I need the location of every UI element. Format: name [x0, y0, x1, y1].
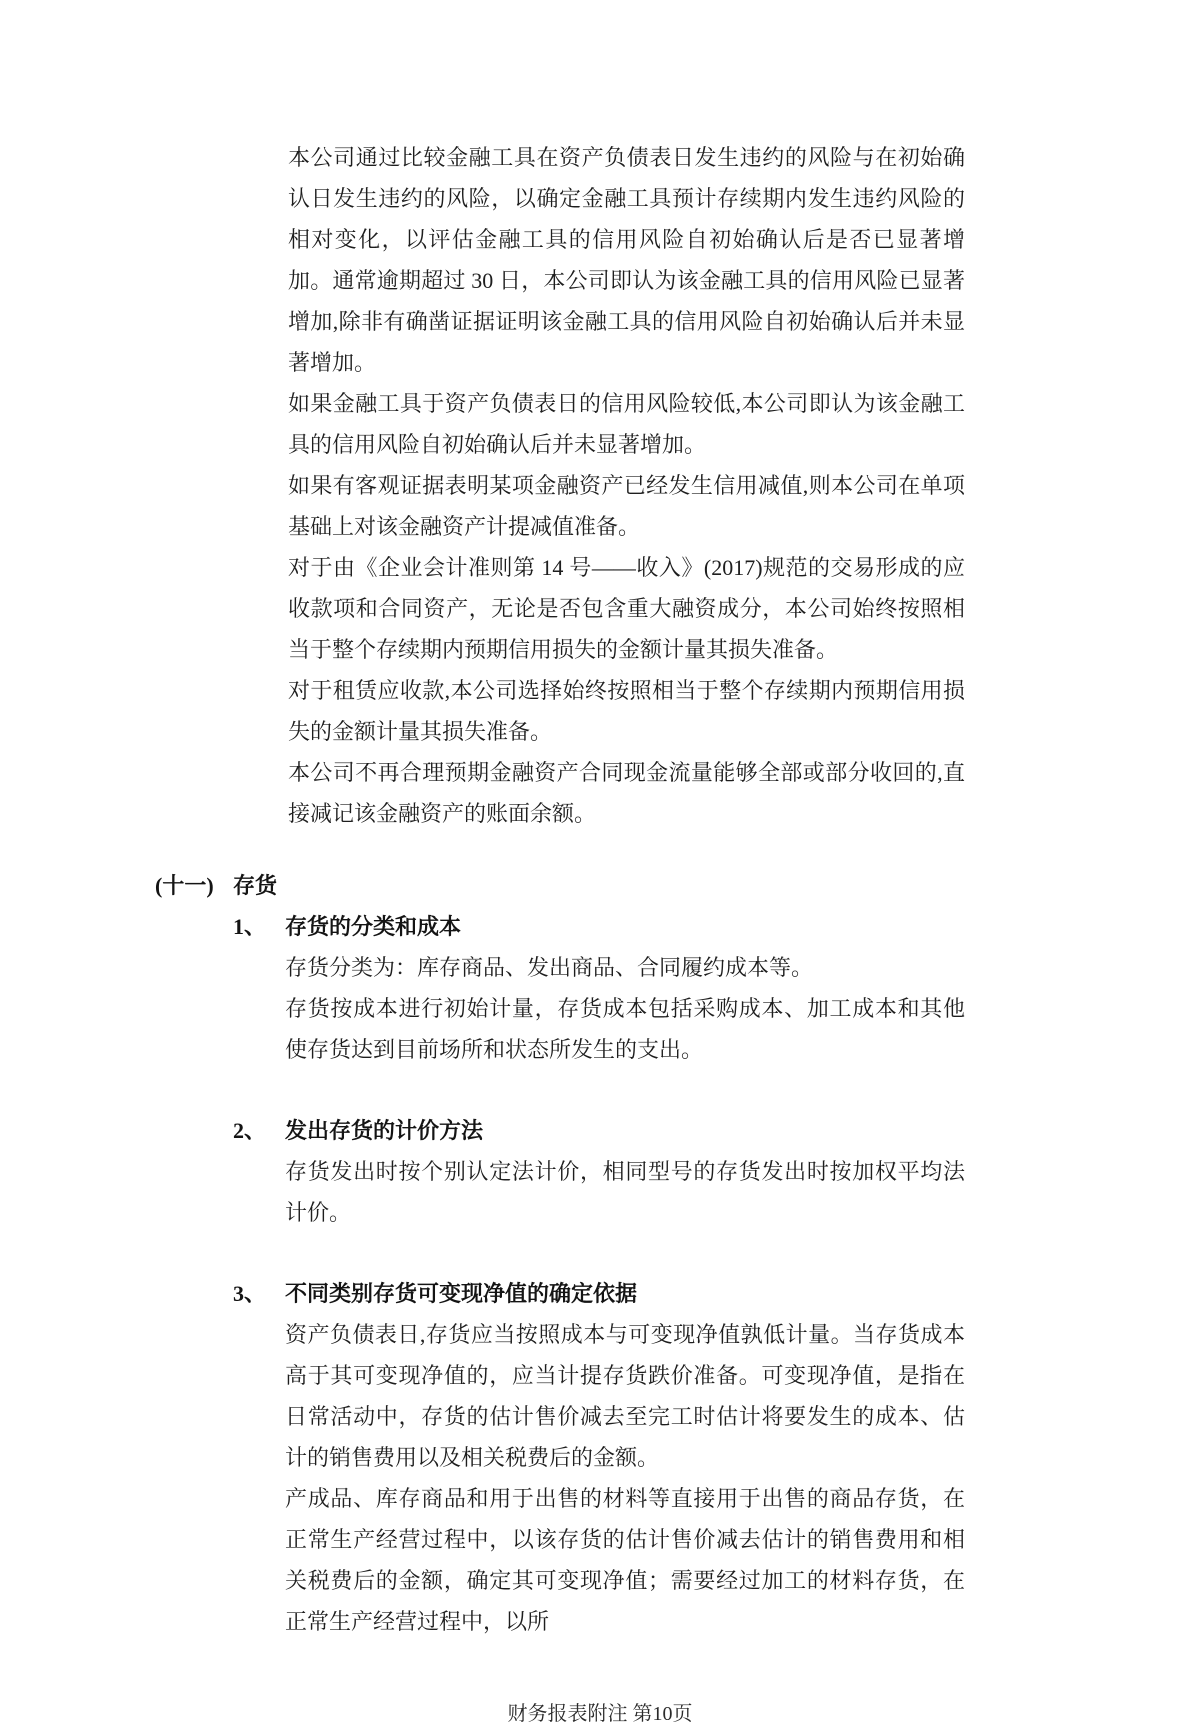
paragraph-lease-receivables: 对于租赁应收款,本公司选择始终按照相当于整个存续期内预期信用损失的金额计量其损失准备。 — [288, 678, 965, 744]
subsection-number: 1、 — [233, 914, 267, 939]
section-number: (十一) — [155, 873, 214, 898]
section-title: 存货 — [233, 873, 278, 898]
page-footer: 财务报表附注 第10页 — [507, 1703, 693, 1725]
intro-paragraphs — [288, 137, 965, 834]
paragraph-writeoff: 本公司不再合理预期金融资产合同现金流量能够全部或部分收回的,直接减记该金融资产的账面余额。 — [288, 760, 965, 826]
subsection-body — [285, 947, 965, 1070]
subsection-net-realizable-value — [0, 1273, 1200, 1642]
paragraph-inventory-cost: 存货按成本进行初始计量，存货成本包括采购成本、加工成本和其他使存货达到目前场所和状态所发生的支出。 — [285, 996, 965, 1062]
subsection-title: 发出存货的计价方法 — [285, 1118, 484, 1143]
paragraph-issuing-method: 存货发出时按个别认定法计价，相同型号的存货发出时按加权平均法计价。 — [285, 1159, 965, 1225]
subsection-body — [285, 1314, 965, 1642]
subsection-body — [285, 1151, 965, 1233]
paragraph-nrv-measurement: 资产负债表日,存货应当按照成本与可变现净值孰低计量。当存货成本高于其可变现净值的，应当计提存货跌价准备。可变现净值，是指在日常活动中，存货的估计售价减去至完工时估计将要发生的成本、估计的销售费用以及相关税费后的金额。 — [285, 1322, 965, 1470]
subsection-title: 不同类别存货可变现净值的确定依据 — [285, 1281, 638, 1306]
subsection-issuing-valuation — [0, 1110, 1200, 1233]
paragraph-revenue-standard: 对于由《企业会计准则第 14 号——收入》(2017)规范的交易形成的应收款项和合同资产，无论是否包含重大融资成分，本公司始终按照相当于整个存续期内预期信用损失的金额计量其损失准备。 — [288, 555, 965, 662]
subsection-heading — [233, 906, 1200, 947]
paragraph-inventory-categories: 存货分类为：库存商品、发出商品、合同履约成本等。 — [285, 955, 814, 980]
subsection-number: 3、 — [233, 1281, 267, 1306]
subsection-inventory-classification — [0, 906, 1200, 1070]
section-heading-inventory — [155, 865, 1200, 906]
subsection-heading — [233, 1110, 1200, 1151]
subsection-heading — [233, 1273, 1200, 1314]
subsection-title: 存货的分类和成本 — [285, 914, 462, 939]
paragraph-nrv-determination: 产成品、库存商品和用于出售的材料等直接用于出售的商品存货，在正常生产经营过程中，以该存货的估计售价减去估计的销售费用和相关税费后的金额，确定其可变现净值；需要经过加工的材料存货，在正常生产经营过程中，以所 — [285, 1486, 965, 1634]
paragraph-objective-evidence: 如果有客观证据表明某项金融资产已经发生信用减值,则本公司在单项基础上对该金融资产计提减值准备。 — [288, 473, 965, 539]
paragraph-low-credit-risk: 如果金融工具于资产负债表日的信用风险较低,本公司即认为该金融工具的信用风险自初始确认后并未显著增加。 — [288, 391, 965, 457]
paragraph-credit-risk-comparison: 本公司通过比较金融工具在资产负债表日发生违约的风险与在初始确认日发生违约的风险，以确定金融工具预计存续期内发生违约风险的相对变化，以评估金融工具的信用风险自初始确认后是否已显著增加。通常逾期超过 30 日，本公司即认为该金融工具的信用风险已显著增加,除非有确凿证据证明该金融工具的信用风险自初始确认后并未显著增加。 — [288, 145, 965, 375]
subsection-number: 2、 — [233, 1118, 267, 1143]
